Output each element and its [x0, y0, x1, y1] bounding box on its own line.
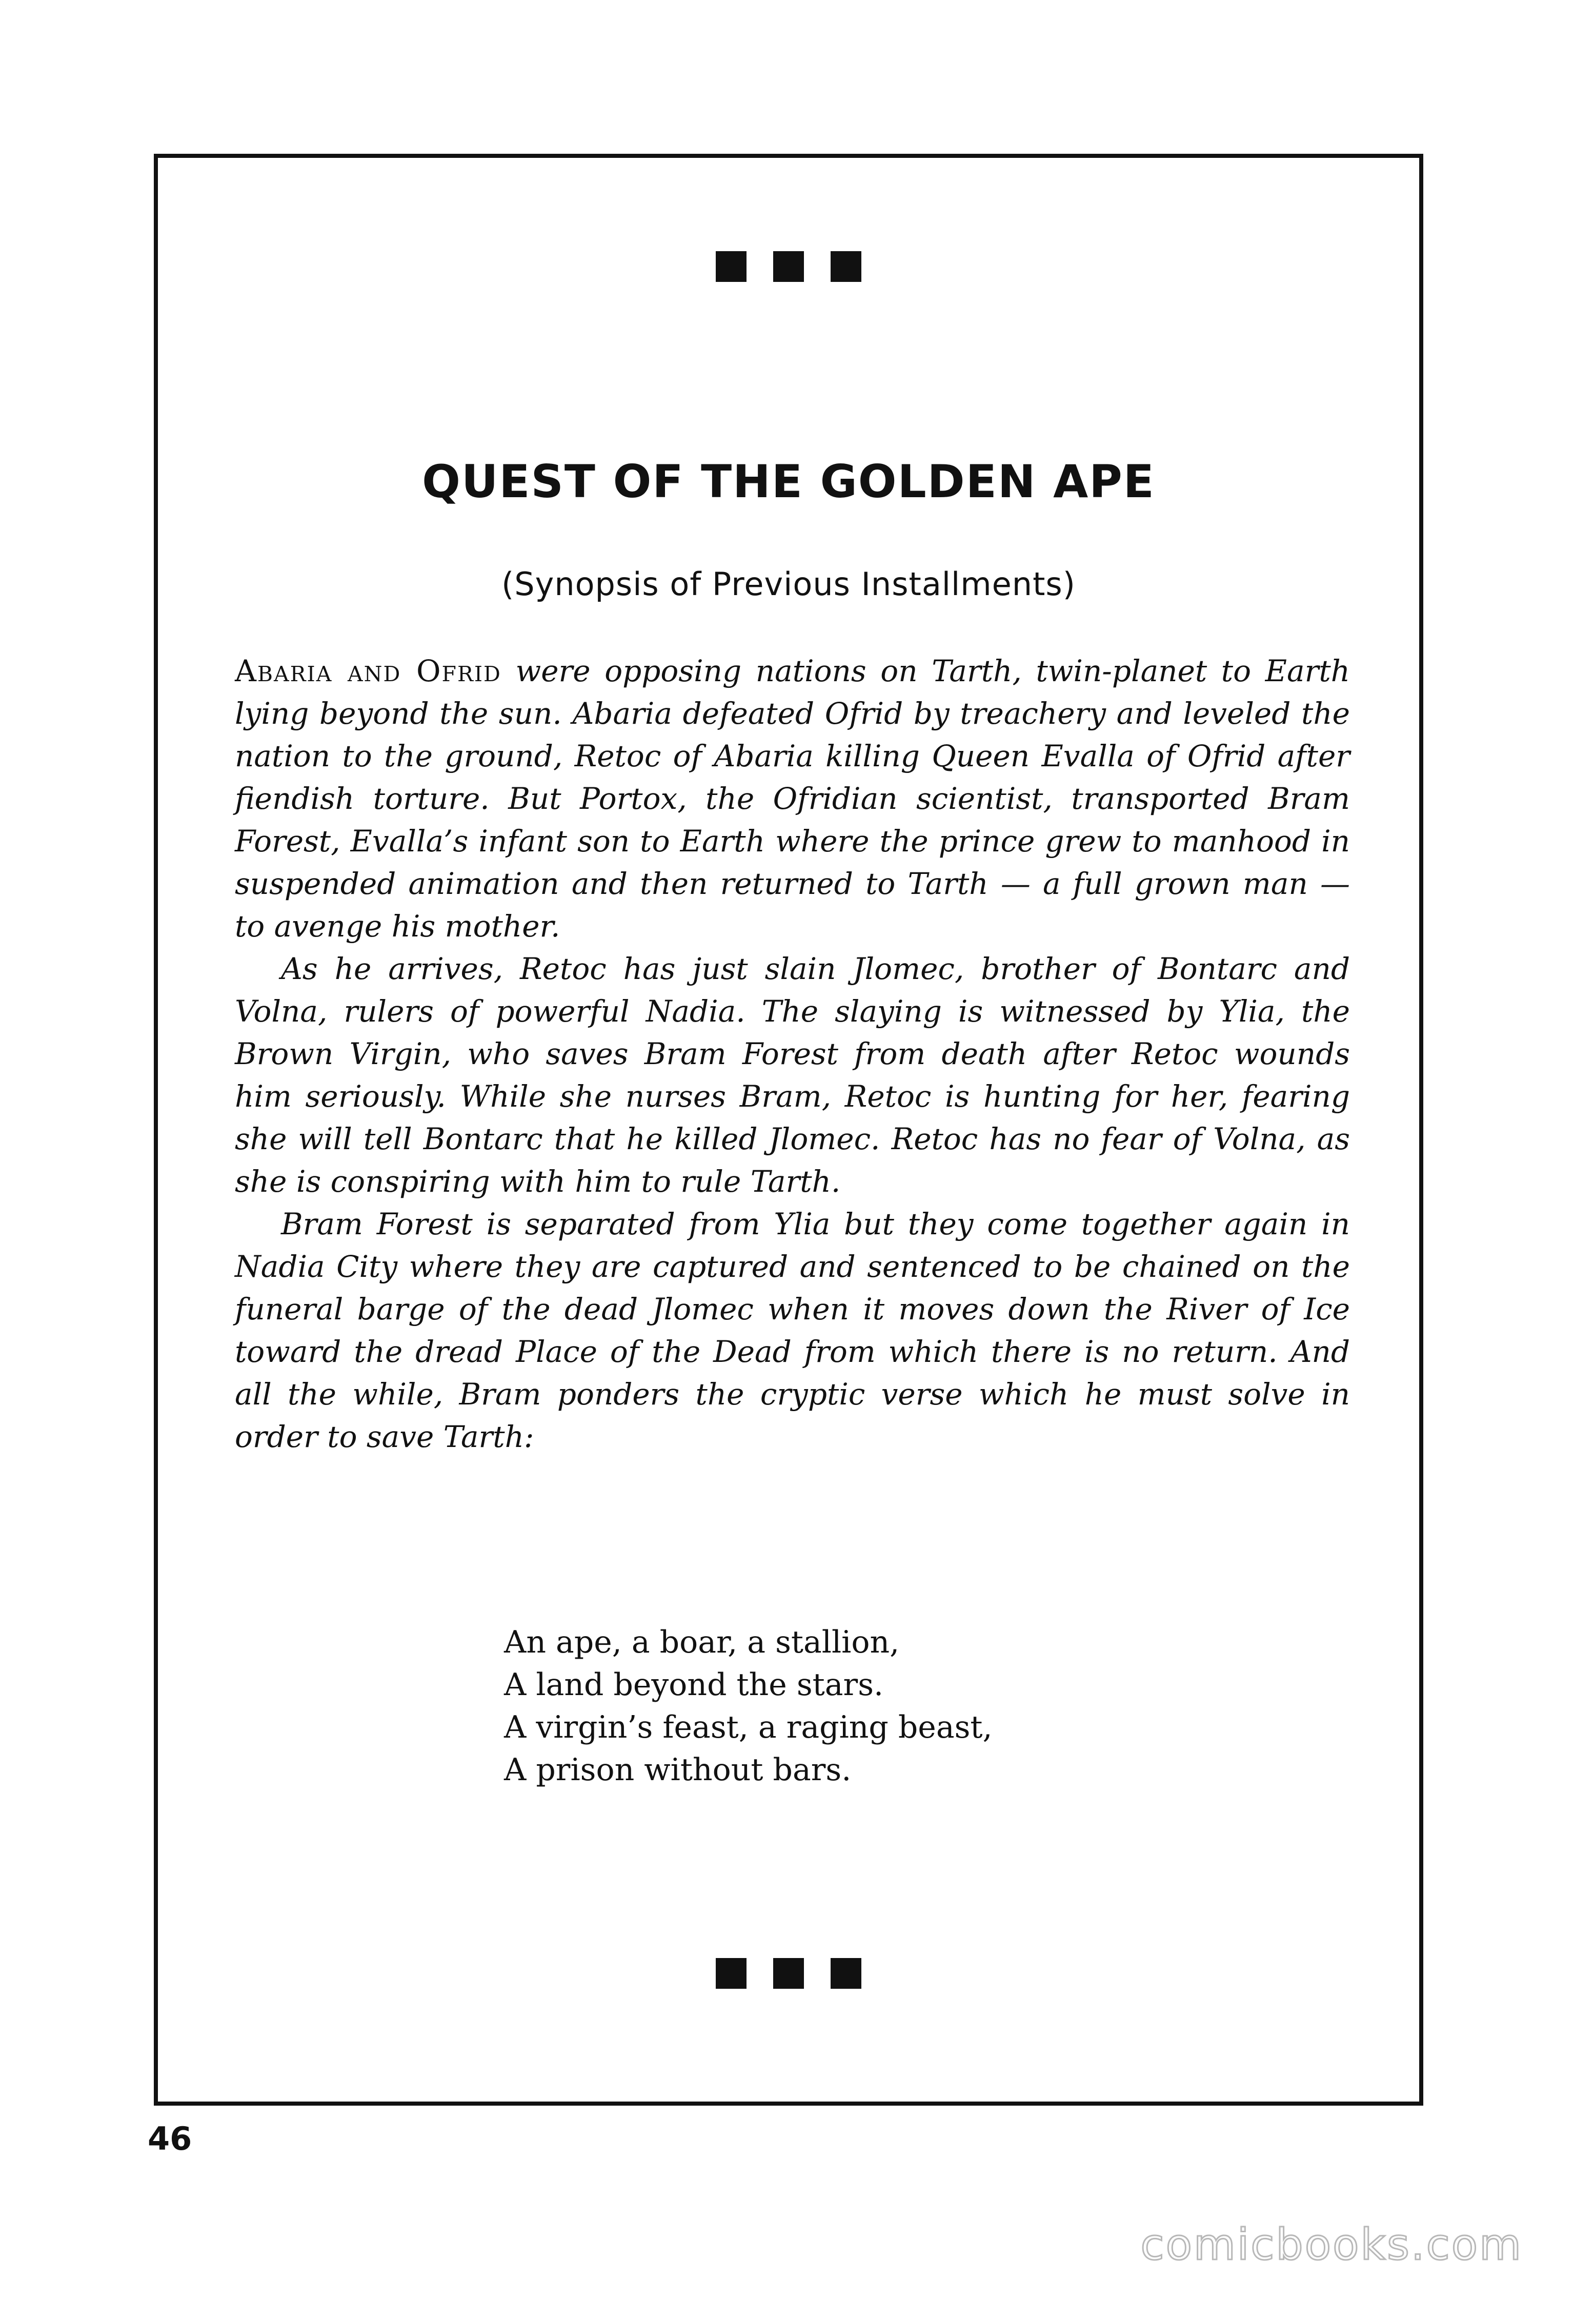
- synopsis-text: [235, 650, 1350, 1458]
- top-ornament: [158, 251, 1419, 282]
- ornament-square-icon: [716, 251, 747, 282]
- story-subtitle: (Synopsis of Previous Installments): [501, 565, 1076, 603]
- verse-line: A prison without bars.: [504, 1752, 852, 1788]
- ornament-square-icon: [716, 1958, 747, 1989]
- synopsis-paragraph-1-body: were opposing nations on Tarth, twin-planet to Earth lying beyond the sun. Abaria defeated Ofrid by treachery and leveled the nation to the ground, Retoc of Abaria killing Queen Evalla of Ofrid after fiendish torture. But Portox, the Ofridian scientist, transported Bram Forest, Evalla’s infant son to Earth where the prince grew to manhood in suspended animation and then returned to Tarth — a full grown man — to avenge his mother.: [235, 654, 1350, 944]
- story-title: QUEST OF THE GOLDEN APE: [422, 455, 1155, 508]
- ornament-square-icon: [773, 1958, 804, 1989]
- cryptic-verse: [504, 1621, 993, 1791]
- synopsis-paragraph-2: As he arrives, Retoc has just slain Jlomec, brother of Bontarc and Volna, rulers of powerful Nadia. The slaying is witnessed by Ylia, the Brown Virgin, who saves Bram Forest from death after Retoc wounds him seriously. While she nurses Bram, Retoc is hunting for her, fearing she will tell Bontarc that he killed Jlomec. Retoc has no fear of Volna, as she is conspiring with him to rule Tarth.: [235, 951, 1350, 1199]
- bottom-ornament: [158, 1958, 1419, 1989]
- ornament-square-icon: [773, 251, 804, 282]
- verse-line: A land beyond the stars.: [504, 1667, 884, 1703]
- synopsis-paragraph-1: [235, 650, 1350, 948]
- page-number: 46: [148, 2120, 192, 2157]
- page-border-frame: [154, 154, 1423, 2106]
- verse-line: An ape, a boar, a stallion,: [504, 1624, 900, 1660]
- verse-line: A virgin’s feast, a raging beast,: [504, 1709, 993, 1745]
- synopsis-paragraph-3: Bram Forest is separated from Ylia but they come together again in Nadia City where they are captured and sentenced to be chained on the funeral barge of the dead Jlomec when it moves down the River of Ice toward the dread Place of the Dead from which there is no return. And all the while, Bram ponders the cryptic verse which he must solve in order to save Tarth:: [235, 1207, 1350, 1454]
- site-watermark: comicbooks.com: [1140, 2219, 1523, 2270]
- synopsis-lead-in: Abaria and Ofrid: [235, 654, 501, 688]
- ornament-square-icon: [831, 1958, 861, 1989]
- ornament-square-icon: [831, 251, 861, 282]
